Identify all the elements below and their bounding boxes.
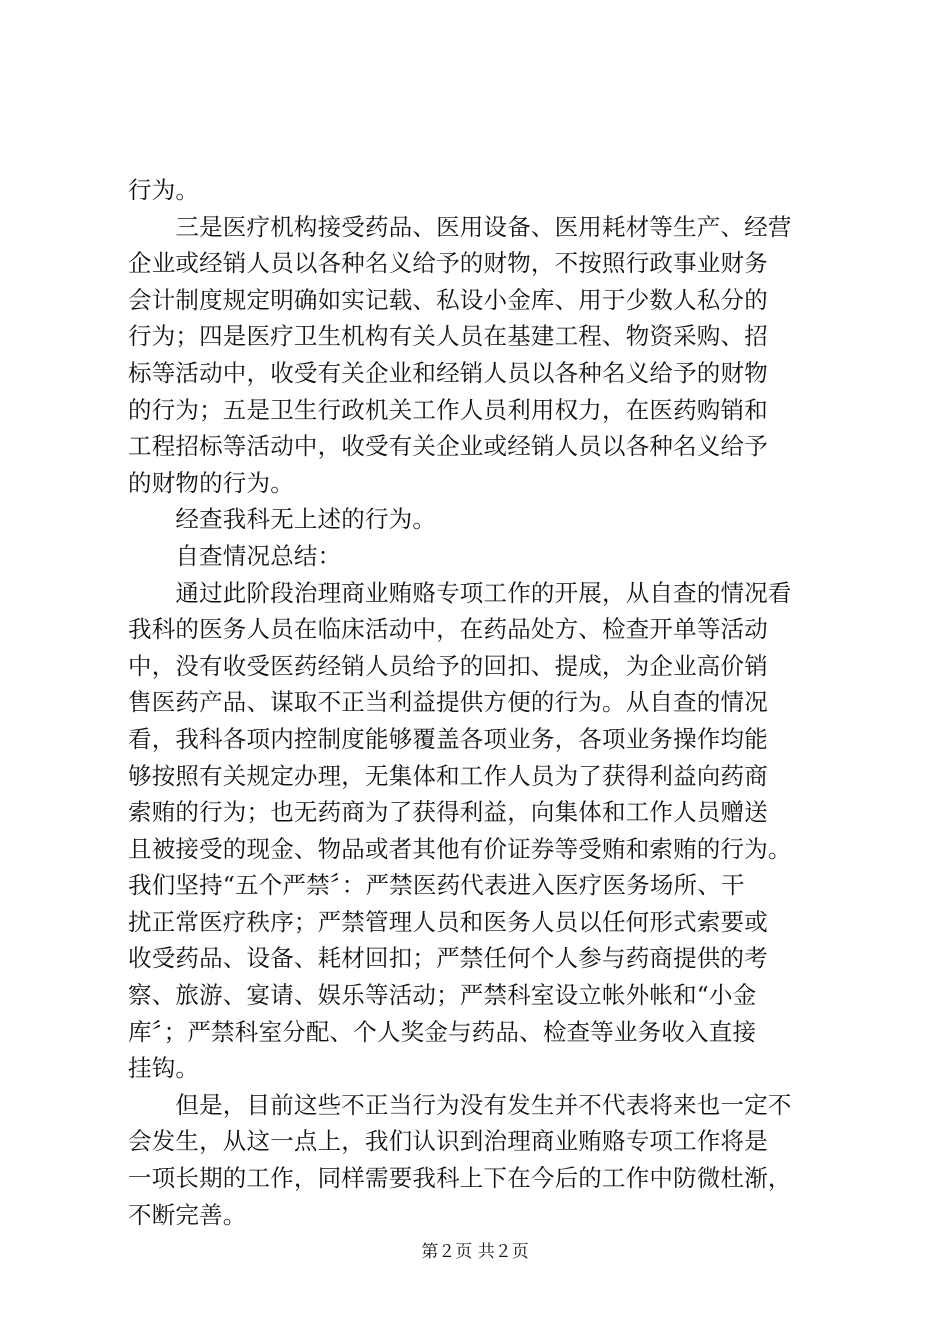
page-footer — [0, 1240, 950, 1264]
text-line: 察、旅游、宴请、娱乐等活动；严禁科室设立帐外帐和“小金 — [128, 981, 757, 1010]
text-line: 够按照有关规定办理，无集体和工作人员为了获得利益向药商 — [128, 761, 768, 790]
text-line: 企业或经销人员以各种名义给予的财物，不按照行政事业财务 — [128, 249, 768, 278]
text-line: 售医药产品、谋取不正当利益提供方便的行为。从自查的情况 — [128, 688, 768, 717]
text-line: 但是，目前这些不正当行为没有发生并不代表将来也一定不 — [128, 1090, 792, 1119]
text-line: 不断完善。 — [128, 1200, 247, 1229]
text-line: 挂钩。 — [128, 1054, 200, 1083]
text-line: 我们坚持“五个严禁〞：严禁医药代表进入医疗医务场所、干 — [128, 871, 745, 900]
text-line: 我科的医务人员在临床活动中，在药品处方、检查开单等活动 — [128, 615, 768, 644]
text-line: 索贿的行为；也无药商为了获得利益，向集体和工作人员赠送 — [128, 798, 768, 827]
text-line: 行为；四是医疗卫生机构有关人员在基建工程、物资采购、招 — [128, 322, 768, 351]
text-line: 标等活动中，收受有关企业和经销人员以各种名义给予的财物 — [128, 358, 768, 387]
text-line: 中，没有收受医药经销人员给予的回扣、提成，为企业高价销 — [128, 651, 768, 680]
text-line: 的行为；五是卫生行政机关工作人员利用权力，在医药购销和 — [128, 395, 768, 424]
text-line: 经查我科无上述的行为。 — [128, 505, 437, 534]
text-line: 会发生，从这一点上，我们认识到治理商业贿赂专项工作将是 — [128, 1127, 768, 1156]
text-line: 三是医疗机构接受药品、医用设备、医用耗材等生产、经营 — [128, 212, 792, 241]
text-line: 行为。 — [128, 176, 200, 204]
text-line: 的财物的行为。 — [128, 468, 294, 497]
text-line: 且被接受的现金、物品或者其他有价证券等受贿和索贿的行为。 — [128, 834, 792, 863]
text-line: 一项长期的工作，同样需要我科上下在今后的工作中防微杜渐， — [128, 1164, 792, 1193]
text-line: 自查情况总结： — [128, 541, 342, 570]
text-line: 看，我科各项内控制度能够覆盖各项业务，各项业务操作均能 — [128, 724, 768, 753]
text-line: 会计制度规定明确如实记载、私设小金库、用于少数人私分的 — [128, 285, 768, 314]
document-body — [128, 172, 833, 1233]
text-line: 收受药品、设备、耗材回扣；严禁任何个人参与药商提供的考 — [128, 944, 768, 973]
text-line: 工程招标等活动中，收受有关企业或经销人员以各种名义给予 — [128, 432, 768, 461]
page-number-label: 第２页 共２页 — [421, 1242, 529, 1262]
text-line: 库〞；严禁科室分配、个人奖金与药品、检查等业务收入直接 — [128, 1017, 757, 1046]
text-line: 通过此阶段治理商业贿赂专项工作的开展，从自查的情况看 — [128, 578, 792, 607]
text-line: 扰正常医疗秩序；严禁管理人员和医务人员以任何形式索要或 — [128, 907, 768, 936]
